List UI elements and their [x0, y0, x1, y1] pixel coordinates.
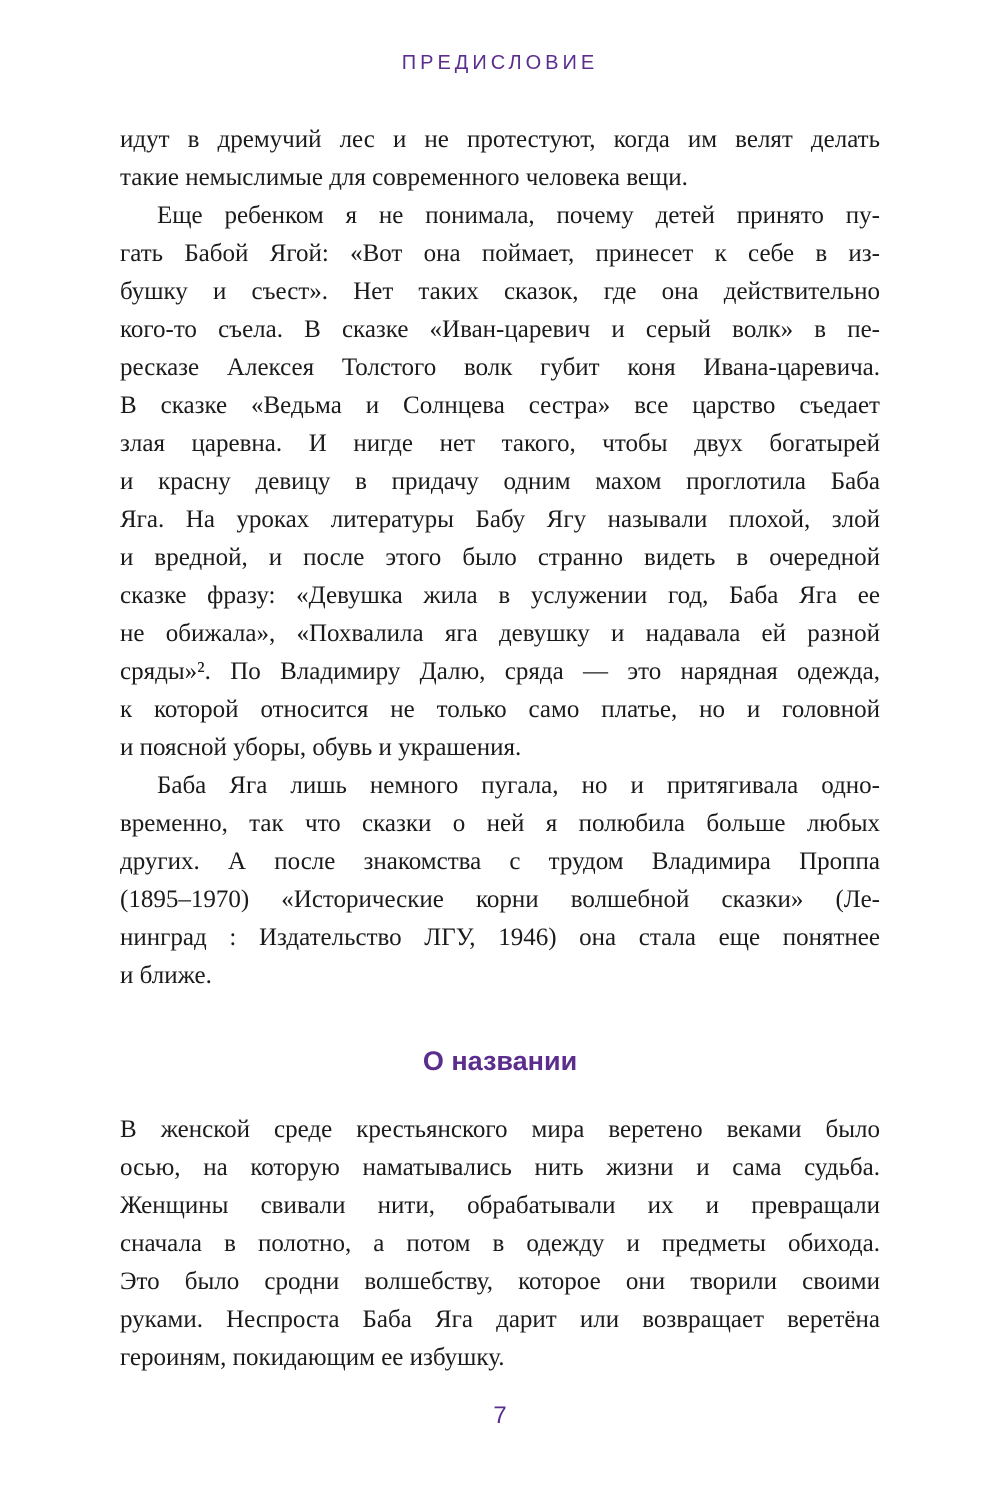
text-line: кого-то съела. В сказке «Иван-царевич и серый волк» в пе- — [120, 316, 880, 343]
text-line: осью, на которую наматывались нить жизни и сама судьба. — [120, 1154, 880, 1181]
text-line: и вредной, и после этого было странно видеть в очередной — [120, 544, 880, 571]
text-line: нинград : Издательство ЛГУ, 1946) она стала еще понятнее — [120, 924, 880, 951]
text-line: В женской среде крестьянского мира веретено веками было — [120, 1116, 880, 1143]
text-line: идут в дремучий лес и не протестуют, когда им велят делать — [120, 126, 880, 153]
section-heading: О названии — [422, 1046, 578, 1076]
running-head: ПРЕДИСЛОВИЕ — [401, 52, 599, 74]
body-section-preface — [120, 121, 880, 995]
text-line: и красну девицу в придачу одним махом проглотила Баба — [120, 468, 880, 495]
text-line: не обижала», «Похвалила яга девушку и надавала ей разной — [120, 620, 880, 647]
text-line: других. А после знакомства с трудом Владимира Проппа — [120, 848, 880, 875]
text-line: героиням, покидающим ее избушку. — [120, 1344, 505, 1371]
text-line: сказке фразу: «Девушка жила в услужении год, Баба Яга ее — [120, 582, 880, 609]
text-line: (1895–1970) «Исторические корни волшебной сказки» (Ле- — [120, 886, 880, 913]
text-line: и ближе. — [120, 962, 212, 989]
text-line: Женщины свивали нити, обрабатывали их и превращали — [120, 1192, 880, 1219]
text-line: Еще ребенком я не понимала, почему детей принято пу- — [157, 202, 880, 229]
text-line: Это было сродни волшебству, которое они творили своими — [120, 1268, 880, 1295]
page-number: 7 — [493, 1402, 507, 1429]
text-line: руками. Неспроста Баба Яга дарит или возвращает веретёна — [120, 1306, 880, 1333]
body-section-o-nazvanii — [120, 1111, 880, 1377]
text-line: временно, так что сказки о ней я полюбила больше любых — [120, 810, 880, 837]
text-line: к которой относится не только само платье, но и головной — [120, 696, 880, 723]
text-line: бушку и съест». Нет таких сказок, где она действительно — [120, 278, 880, 305]
text-line: Баба Яга лишь немного пугала, но и притягивала одно- — [157, 772, 880, 799]
text-line: злая царевна. И нигде нет такого, чтобы двух богатырей — [120, 430, 880, 457]
text-line: гать Бабой Ягой: «Вот она поймает, принесет к себе в из- — [120, 240, 880, 267]
text-line: Яга. На уроках литературы Бабу Ягу называли плохой, злой — [120, 506, 880, 533]
text-line: В сказке «Ведьма и Солнцева сестра» все царство съедает — [120, 392, 880, 419]
text-line: сряды»². По Владимиру Далю, сряда — это нарядная одежда, — [120, 658, 880, 685]
text-line: такие немыслимые для современного человека вещи. — [120, 164, 688, 191]
text-line: ресказе Алексея Толстого волк губит коня Ивана-царевича. — [120, 354, 880, 381]
text-column — [120, 121, 880, 1377]
text-line: и поясной уборы, обувь и украшения. — [120, 734, 522, 761]
text-line: сначала в полотно, а потом в одежду и предметы обихода. — [120, 1230, 880, 1257]
